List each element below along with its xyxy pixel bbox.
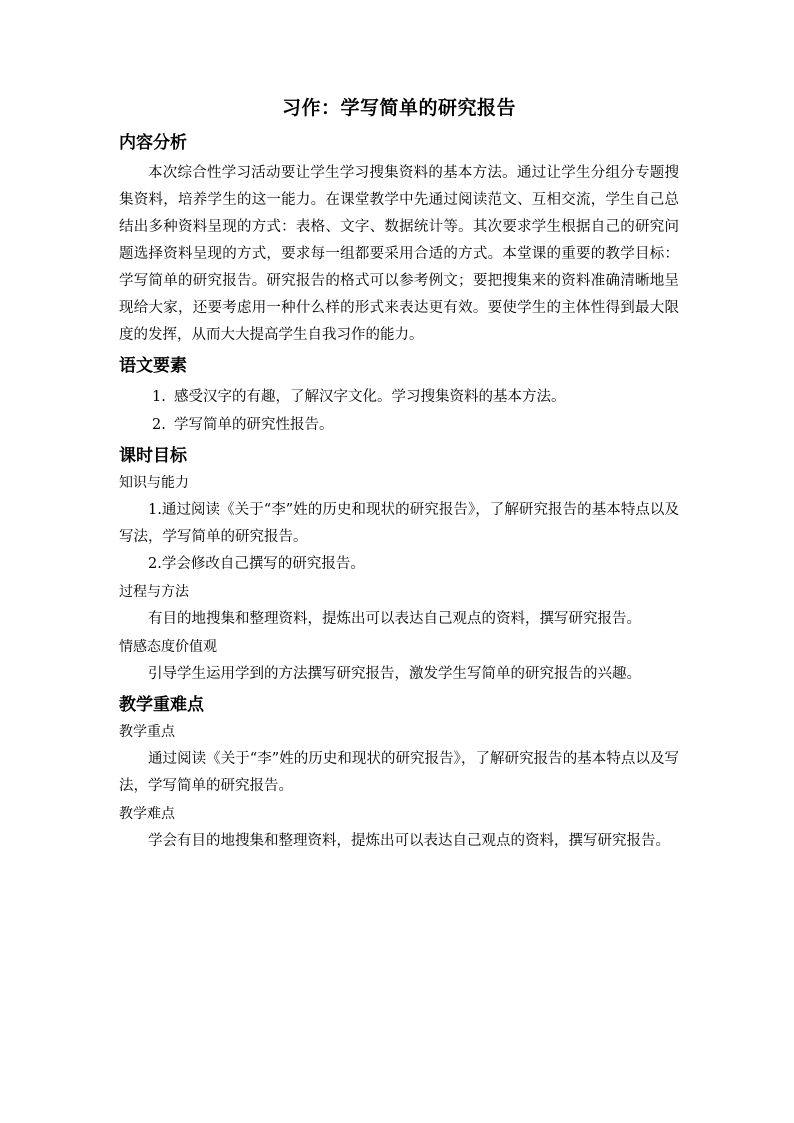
list-item <box>119 411 679 439</box>
sub-heading-emotion: 情感态度价值观 <box>119 639 217 655</box>
section-heading-language-elements: 语文要素 <box>119 356 187 376</box>
difficult-points-text: 学会有目的地搜集和整理资料，提炼出可以表达自己观点的资料，撰写研究报告。 <box>148 833 670 849</box>
section-heading-lesson-goals: 课时目标 <box>119 446 187 466</box>
sub-heading-process: 过程与方法 <box>119 584 189 600</box>
section-heading-content-analysis: 内容分析 <box>119 133 187 153</box>
section-content-analysis <box>119 132 679 349</box>
content-analysis-paragraph: 本次综合性学习活动要让学生学习搜集资料的基本方法。通过让学生分组分专题搜集资料，培养学生的这一能力。在课堂教学中先通过阅读范文、互相交流，学生自己总结出多种资料呈现的方式：表格、文字、数据统计等。其次要求学生根据自己的研究问题选择资料呈现的方式，要求每一组都要采用合适的方式。本堂课的重要的教学目标：学写简单的研究报告。研究报告的格式可以参考例文；要把搜集来的资料准确清晰地呈现给大家，还要考虑用一种什么样的形式来表达更有效。要使学生的主体性得到最大限度的发挥，从而大大提高学生自我习作的能力。 <box>119 165 679 343</box>
process-text: 有目的地搜集和整理资料，提炼出可以表达自己观点的资料，撰写研究报告。 <box>148 611 641 627</box>
section-key-difficult <box>119 694 679 855</box>
section-language-elements <box>119 355 679 439</box>
sub-heading-difficult-points: 教学难点 <box>119 806 175 822</box>
language-elements-list <box>119 383 679 439</box>
list-item-number: 2. <box>152 417 166 433</box>
sub-heading-knowledge: 知识与能力 <box>119 475 189 491</box>
knowledge-item-1: 1.通过阅读《关于“李”姓的历史和现状的研究报告》，了解研究报告的基本特点以及写法，学写简单的研究报告。 <box>119 502 679 545</box>
emotion-text: 引导学生运用学到的方法撰写研究报告，激发学生写简单的研究报告的兴趣。 <box>148 666 641 682</box>
key-points-text: 通过阅读《关于“李”姓的历史和现状的研究报告》，了解研究报告的基本特点以及写法，学写简单的研究报告。 <box>119 751 679 794</box>
list-item-text: 感受汉字的有趣，了解汉字文化。学习搜集资料的基本方法。 <box>174 389 566 405</box>
sub-heading-key-points: 教学重点 <box>119 724 175 740</box>
section-heading-key-difficult: 教学重难点 <box>119 695 204 715</box>
document-title: 习作：学写简单的研究报告 <box>281 97 516 119</box>
section-lesson-goals <box>119 445 679 688</box>
document-page <box>119 88 679 861</box>
list-item <box>119 383 679 411</box>
list-item-number: 1. <box>152 389 166 405</box>
list-item-text: 学写简单的研究性报告。 <box>174 417 334 433</box>
knowledge-item-2: 2.学会修改自己撰写的研究报告。 <box>148 556 365 572</box>
